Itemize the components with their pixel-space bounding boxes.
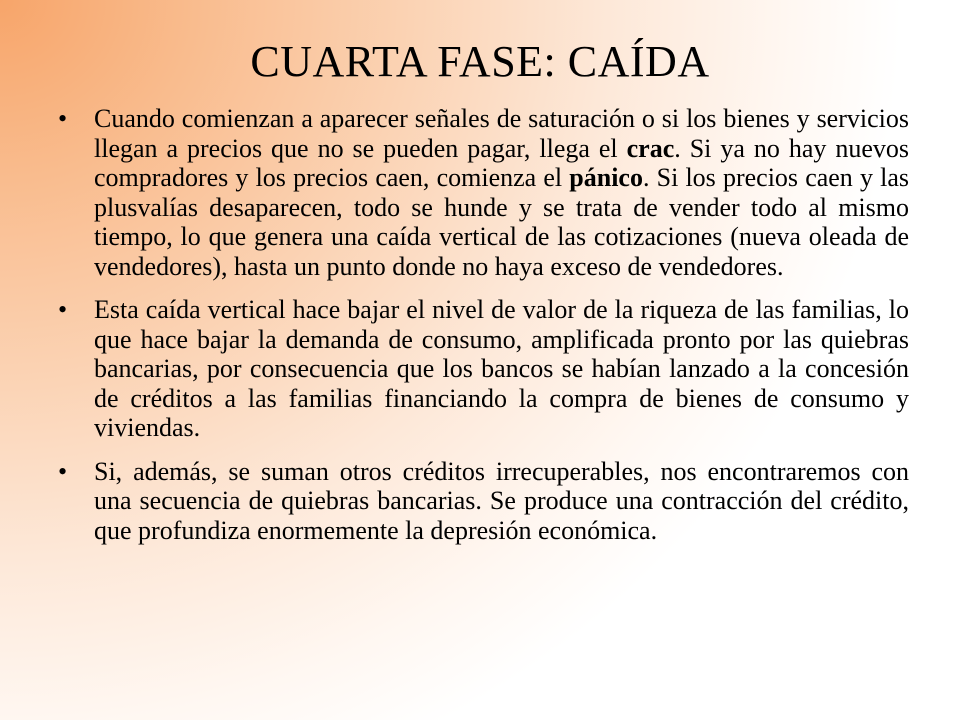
text-segment: . Si ya no hay nuevos compradores y los precios caen, comienza el [94,133,909,192]
bullet-list [58,104,909,559]
text-segment: . Si los precios caen y las plusvalías desaparecen, todo se hunde y se trata de vender todo al mismo tiempo, lo que genera una caída vertical de las cotizaciones (nueva oleada de vendedores), hasta un punto donde no haya exceso de vendedores. [94,163,909,281]
bold-term-crac: crac [626,133,675,163]
bullet-icon: • [58,104,68,133]
bold-term-panico: pánico [569,163,643,192]
bullet-text [94,457,909,545]
slide-title: CUARTA FASE: CAÍDA [250,37,710,86]
bullet-icon: • [58,456,68,486]
bullet-text [94,104,909,281]
text-segment: Esta caída vertical hace bajar el nivel de valor de la riqueza de las familias, lo que hace bajar la demanda de consumo, amplificada pronto por las quiebras bancarias, por consecuencia que los bancos se habían lanzado a la concesión de créditos a las familias financiando la compra de bienes de consumo y viviendas. [94,295,909,442]
bullet-item [58,295,909,443]
bullet-icon: • [58,295,68,324]
text-segment: Cuando comienzan a aparecer señales de saturación o si los bienes y servicios llegan a precios que no se pueden pagar, llega el [94,104,909,163]
text-segment: Si, además, se suman otros créditos irrecuperables, nos encontraremos con una secuencia de quiebras bancarias. Se produce una contracción del crédito, que profundiza enormemente la depresión económica. [94,456,909,545]
bullet-item [58,104,909,281]
bullet-text [94,295,909,442]
bullet-item [58,457,909,546]
